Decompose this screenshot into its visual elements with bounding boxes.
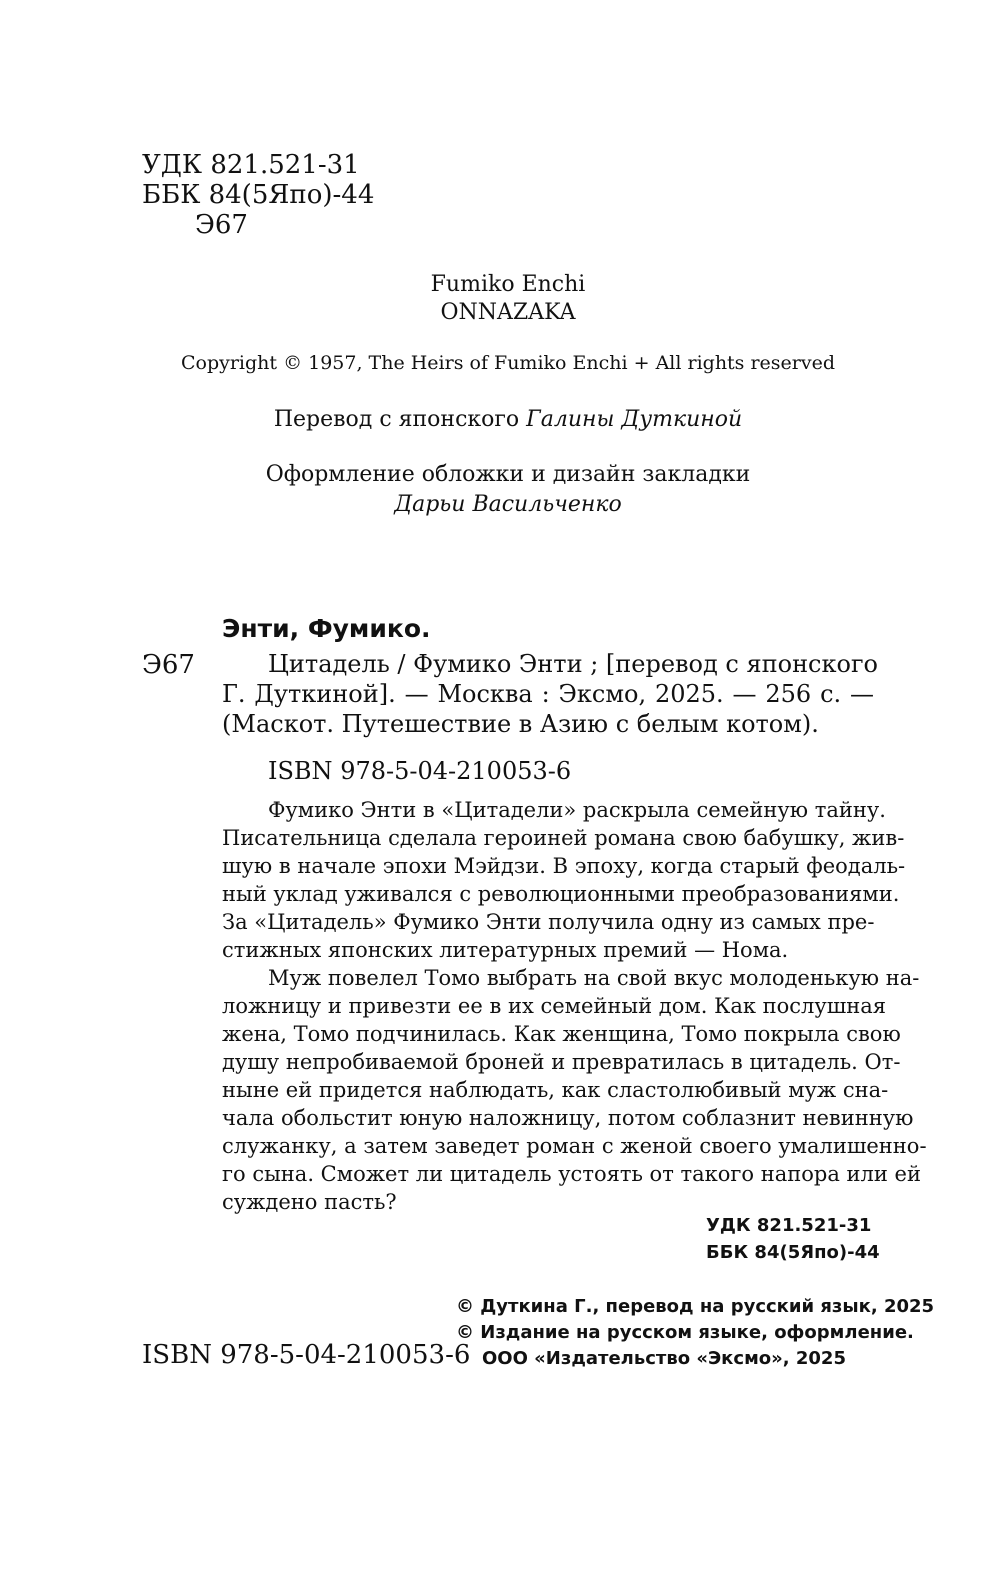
bib-line-1: Цитадель / Фумико Энти ; [перевод с японского bbox=[268, 650, 878, 678]
annotation-line: служанку, а затем заведет роман с женой своего умалишенно- bbox=[222, 1134, 927, 1158]
bbk-code: ББК 84(5Япо)-44 bbox=[142, 180, 375, 210]
annotation-line: душу непробиваемой броней и превратилась в цитадель. От- bbox=[222, 1050, 901, 1074]
original-author: Fumiko Enchi bbox=[430, 272, 586, 297]
bottom-bbk: ББК 84(5Япо)-44 bbox=[706, 1242, 880, 1263]
annotation-line: шую в начале эпохи Мэйдзи. В эпоху, когда старый феодаль- bbox=[222, 854, 906, 878]
annotation-line: чала обольстит юную наложницу, потом соблазнит невинную bbox=[222, 1106, 914, 1130]
annotation-line: стижных японских литературных премий — Нома. bbox=[222, 938, 789, 962]
original-copyright: Copyright © 1957, The Heirs of Fumiko Enchi + All rights reserved bbox=[180, 352, 836, 374]
annotation-line: го сына. Сможет ли цитадель устоять от такого напора или ей bbox=[222, 1162, 921, 1186]
bib-line-3: (Маскот. Путешествие в Азию с белым котом). bbox=[222, 710, 819, 738]
footer-isbn: ISBN 978-5-04-210053-6 bbox=[142, 1340, 471, 1370]
annotation-line: Муж повелел Томо выбрать на свой вкус молоденькую на- bbox=[268, 966, 920, 990]
bib-line-2: Г. Дуткиной]. — Москва : Эксмо, 2025. — 256 с. — bbox=[222, 680, 874, 708]
udk-code: УДК 821.521-31 bbox=[142, 150, 360, 180]
copyright-translation: © Дуткина Г., перевод на русский язык, 2025 bbox=[456, 1296, 935, 1317]
annotation-line: ложницу и привезти ее в их семейный дом. Как послушная bbox=[222, 994, 887, 1018]
bib-author-mark: Э67 bbox=[142, 650, 195, 680]
translation-credit bbox=[0, 407, 1000, 432]
bib-heading: Энти, Фумико. bbox=[222, 614, 431, 643]
translation-prefix: Перевод с японского bbox=[273, 407, 527, 432]
annotation-line: Фумико Энти в «Цитадели» раскрыла семейную тайну. bbox=[268, 798, 886, 822]
design-credit-label: Оформление обложки и дизайн закладки bbox=[265, 462, 751, 487]
annotation-line: ный уклад уживался с революционными преобразованиями. bbox=[222, 882, 900, 906]
copyright-edition: © Издание на русском языке, оформление. bbox=[456, 1322, 914, 1343]
annotation-line: Писательница сделала героиней романа свою бабушку, жив- bbox=[222, 826, 905, 850]
annotation-line: За «Цитадель» Фумико Энти получила одну из самых пре- bbox=[222, 910, 875, 934]
copyright-publisher: ООО «Издательство «Эксмо», 2025 bbox=[482, 1348, 846, 1369]
annotation-line: ныне ей придется наблюдать, как сластолюбивый муж сна- bbox=[222, 1078, 889, 1102]
bib-isbn: ISBN 978-5-04-210053-6 bbox=[268, 757, 572, 785]
annotation-line: суждено пасть? bbox=[222, 1190, 397, 1214]
translator-name: Галины Дуткиной bbox=[526, 407, 743, 432]
bottom-udk: УДК 821.521-31 bbox=[706, 1215, 872, 1236]
designer-name: Дарьи Васильченко bbox=[394, 492, 622, 517]
original-title: ONNAZAKA bbox=[440, 300, 576, 325]
author-mark: Э67 bbox=[195, 210, 248, 240]
annotation-line: жена, Томо подчинилась. Как женщина, Томо покрыла свою bbox=[222, 1022, 901, 1046]
